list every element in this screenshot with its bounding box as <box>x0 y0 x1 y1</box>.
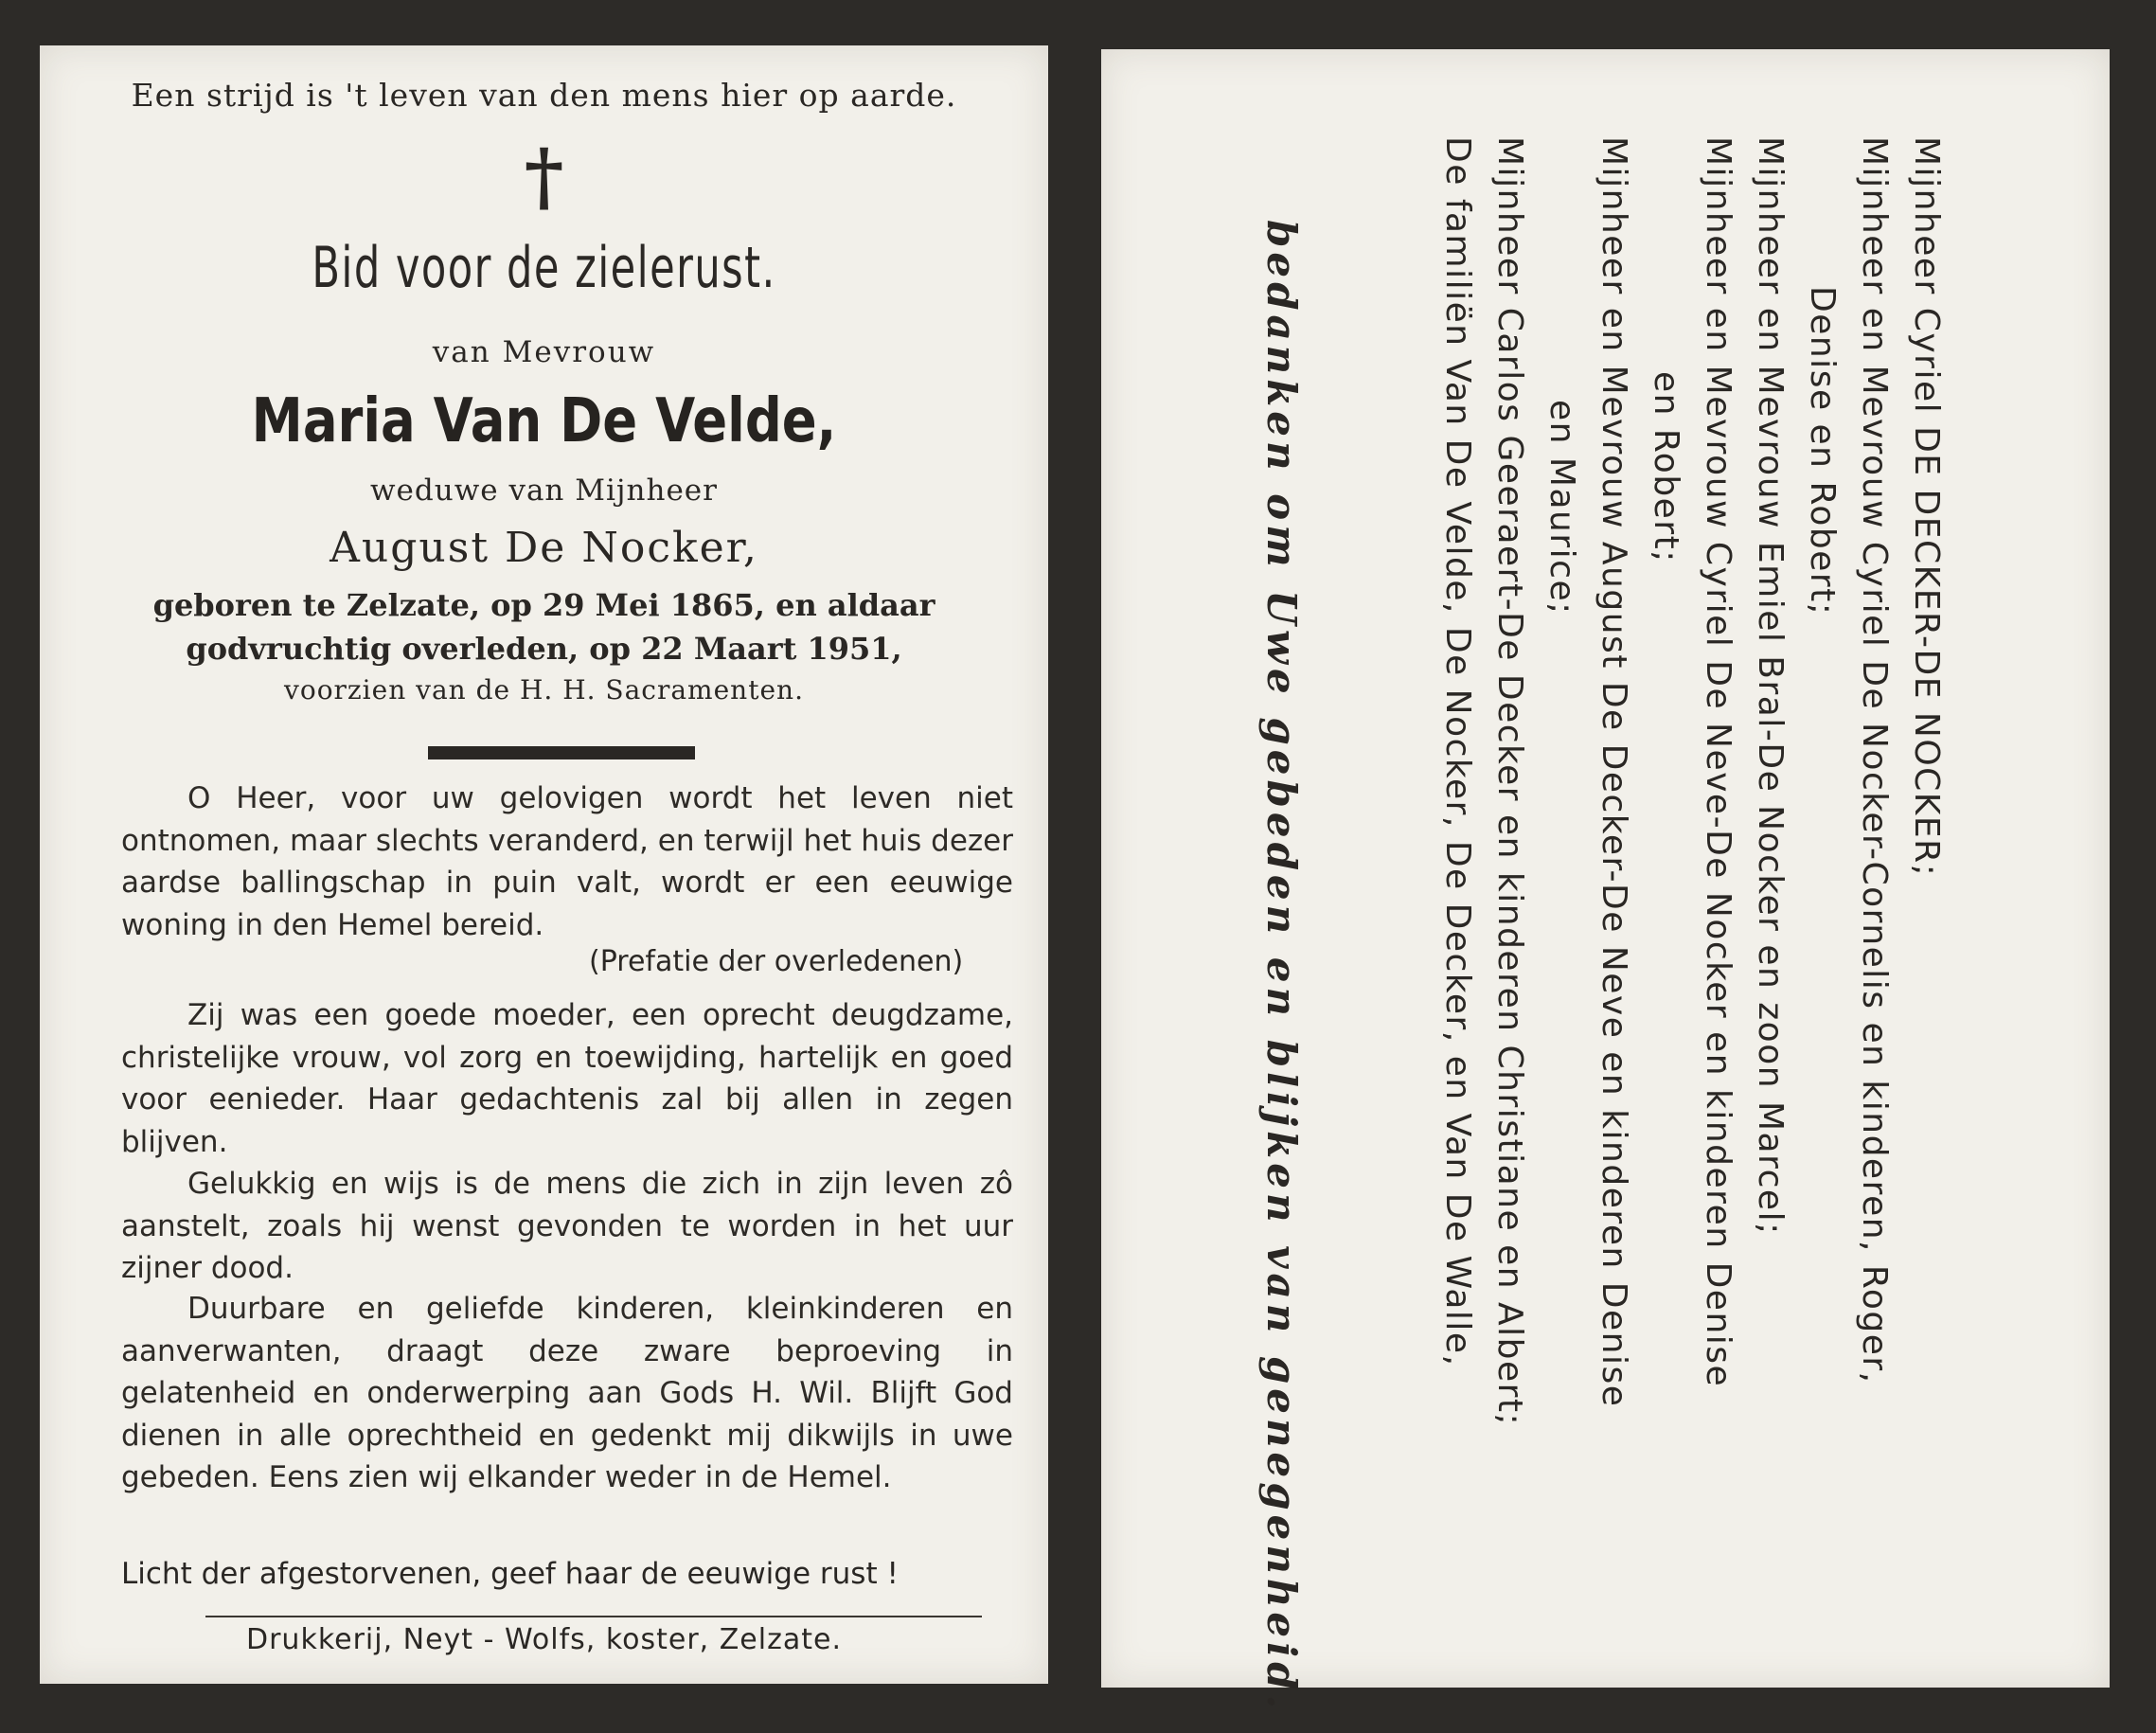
right-panel <box>1101 49 2110 1714</box>
divider <box>428 746 695 759</box>
paragraph-3-text: Gelukkig en wijs is de mens die zich in zijn leven zô aanstelt, zoals hij wenst gevonden te worden in het uur zijner dood. <box>121 1167 1013 1286</box>
family-line: Mijnheer en Mevrouw Cyriel De Neve-De Nocker en kinderen Denise <box>1699 136 1737 1388</box>
deceased-name: Maria Van De Velde, <box>251 386 837 456</box>
husband-name: August De Nocker, <box>330 524 758 572</box>
paragraph-4 <box>121 1288 1013 1499</box>
family-line: Mijnheer en Mevrouw August De Decker-De Neve en kinderen Denise <box>1595 136 1633 1408</box>
paragraph-2 <box>121 994 1013 1163</box>
cross-icon: † <box>524 132 564 221</box>
family-line: Mijnheer Carlos Geeraert-De Decker en kinderen Christiane en Albert; <box>1490 136 1529 1427</box>
heading: Bid voor de zielerust. <box>312 235 776 301</box>
family-line: Mijnheer en Mevrouw Cyriel De Nocker-Cornelis en kinderen, Roger, <box>1855 136 1894 1385</box>
prayer-source: (Prefatie der overledenen) <box>589 945 964 978</box>
closing-line: Licht der afgestorvenen, geef haar de eeuwige rust ! <box>121 1557 899 1591</box>
motto: Een strijd is 't leven van den mens hier op aarde. <box>131 77 957 114</box>
birth-line-2: godvruchtig overleden, op 22 Maart 1951, <box>186 631 902 667</box>
thanks-line: bedanken om Uwe gebeden en blijken van genegenheid. <box>1258 220 1305 1714</box>
printer-credit: Drukkerij, Neyt - Wolfs, koster, Zelzate. <box>246 1623 842 1656</box>
van-mevrouw: van Mevrouw <box>432 335 656 369</box>
family-line: Mijnheer Cyriel DE DECKER-DE NOCKER; <box>1907 136 1946 878</box>
paragraph-2-text: Zij was een goede moeder, een oprecht deugdzame, christelijke vrouw, vol zorg en toewijding, hartelijk en goed voor eenieder. Haar gedachtenis zal bij allen in zegen blijven. <box>121 998 1013 1159</box>
family-line: Mijnheer en Mevrouw Emiel Bral-De Nocker en zoon Marcel; <box>1751 136 1790 1236</box>
sacraments-line: voorzien van de H. H. Sacramenten. <box>284 674 804 706</box>
family-line: en Robert; <box>1647 371 1685 563</box>
paragraph-3 <box>121 1163 1013 1290</box>
birth-line-1: geboren te Zelzate, op 29 Mei 1865, en aldaar <box>152 587 935 623</box>
thin-divider <box>205 1616 982 1617</box>
widow-of: weduwe van Mijnheer <box>370 473 718 508</box>
family-line: Denise en Robert; <box>1803 286 1842 616</box>
family-line: en Maurice; <box>1542 400 1581 616</box>
prayer-paragraph <box>121 777 1013 946</box>
left-panel <box>40 45 1048 1684</box>
paragraph-4-text: Duurbare en geliefde kinderen, kleinkinderen en aanverwanten, draagt deze zware beproeving in gelatenheid en onderwerping aan Gods H. Wil. Blijft God dienen in alle oprechtheid en gedenkt mij dikwijls in uwe gebeden. Eens zien wij elkander weder in de Hemel. <box>121 1292 1013 1495</box>
prayer-text: O Heer, voor uw gelovigen wordt het leven niet ontnomen, maar slechts veranderd, en terwijl het huis dezer aardse ballingschap in puin valt, wordt er een eeuwige woning in den Hemel bereid. <box>121 781 1013 942</box>
family-line: De familiën Van De Velde, De Nocker, De Decker, en Van De Walle, <box>1438 136 1477 1367</box>
